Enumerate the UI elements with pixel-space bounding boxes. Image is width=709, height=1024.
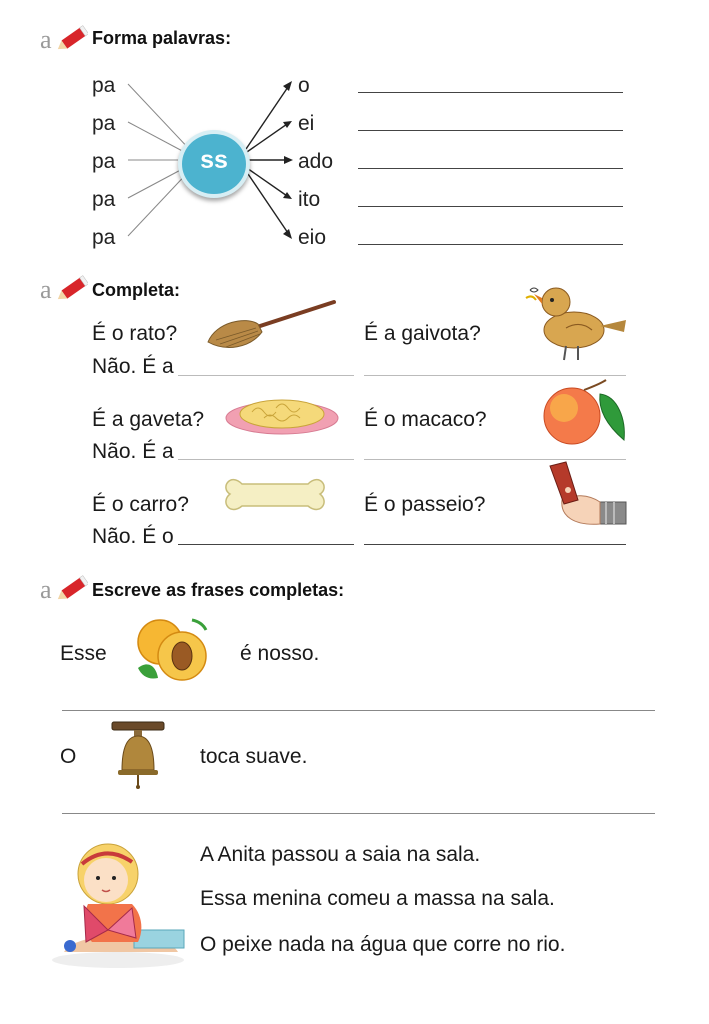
syllable-left: pa <box>92 226 116 249</box>
answer-line[interactable] <box>364 544 626 545</box>
svg-text:a: a <box>40 25 52 54</box>
sentence-start: Esse <box>60 642 107 665</box>
syllable-right: ito <box>298 188 321 211</box>
pencil-icon <box>40 24 88 54</box>
syllable-right: ado <box>298 150 334 173</box>
answer-line[interactable] <box>358 168 623 169</box>
answer-prefix: Não. É o <box>92 525 174 548</box>
girl-reading-icon <box>46 834 196 970</box>
pencil-icon <box>40 274 88 304</box>
section-forma-header <box>40 24 300 54</box>
peach-icon <box>538 376 628 446</box>
syllable-left: pa <box>92 188 116 211</box>
ss-circle <box>178 130 250 198</box>
syllable-right: o <box>298 74 310 97</box>
hand-whistle-icon <box>544 460 628 532</box>
answer-line[interactable] <box>358 130 623 131</box>
answer-prefix: Não. É a <box>92 355 174 378</box>
bone-icon <box>222 470 330 522</box>
syllable-right: eio <box>298 226 327 249</box>
syllable-left: pa <box>92 150 116 173</box>
answer-line[interactable] <box>358 92 623 93</box>
sentence-end: toca suave. <box>200 745 308 768</box>
question: É o macaco? <box>364 408 487 431</box>
section-title: Escreve as frases completas: <box>92 580 345 600</box>
answer-line[interactable] <box>62 813 655 814</box>
pasta-plate-icon <box>224 388 340 438</box>
ss-label: ss <box>200 146 228 174</box>
answer-line[interactable] <box>358 244 623 245</box>
answer-line[interactable] <box>178 459 354 460</box>
peach-halves-icon <box>134 616 214 688</box>
question: É a gaveta? <box>92 408 205 431</box>
section-escreve-header <box>40 574 400 604</box>
bird-icon <box>516 280 628 364</box>
pencil-icon <box>40 574 88 604</box>
sentence-end: é nosso. <box>240 642 320 665</box>
answer-prefix: Não. É a <box>92 440 174 463</box>
answer-line[interactable] <box>178 375 354 376</box>
section-title: Completa: <box>92 280 181 300</box>
answer-line[interactable] <box>358 206 623 207</box>
answer-line[interactable] <box>62 710 655 711</box>
syllable-left: pa <box>92 112 116 135</box>
syllable-right: ei <box>298 112 315 135</box>
reading-sentence: A Anita passou a saia na sala. <box>200 843 481 866</box>
word-builder <box>80 64 640 260</box>
sentence-start: O <box>60 745 77 768</box>
svg-text:a: a <box>40 575 52 604</box>
question: É o passeio? <box>364 493 486 516</box>
reading-sentence: Essa menina comeu a massa na sala. <box>200 887 555 910</box>
reading-sentence: O peixe nada na água que corre no rio. <box>200 933 566 956</box>
syllable-left: pa <box>92 74 116 97</box>
question: É o carro? <box>92 493 189 516</box>
question: É o rato? <box>92 322 178 345</box>
broom-icon <box>206 296 340 358</box>
section-title: Forma palavras: <box>92 28 232 48</box>
question: É a gaivota? <box>364 322 481 345</box>
svg-text:a: a <box>40 275 52 304</box>
answer-line[interactable] <box>178 544 354 545</box>
bell-icon <box>108 716 168 790</box>
